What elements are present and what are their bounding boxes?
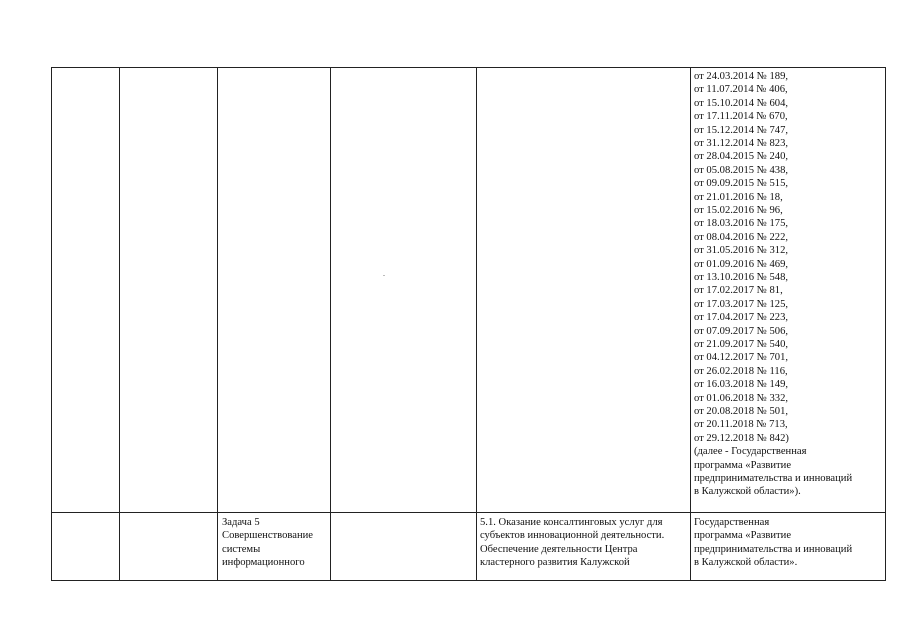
column-border bbox=[330, 67, 331, 581]
column-border bbox=[690, 67, 691, 581]
program-text-line: программа «Развитие bbox=[694, 530, 792, 542]
reference-line: от 26.02.2018 № 116, bbox=[694, 365, 788, 377]
task-text-line: информационного bbox=[222, 557, 305, 569]
reference-line: от 24.03.2014 № 189, bbox=[694, 71, 789, 82]
activity-text-line: кластерного развития Калужской bbox=[480, 557, 630, 569]
reference-line: (далее - Государственная bbox=[694, 446, 807, 458]
task-text-line: Совершенствование bbox=[222, 530, 313, 542]
activity-text-line: субъектов инновационной деятельности. bbox=[480, 530, 665, 542]
reference-line: от 31.05.2016 № 312, bbox=[694, 245, 789, 257]
reference-line: от 17.04.2017 № 223, bbox=[694, 312, 789, 324]
reference-line: от 20.11.2018 № 713, bbox=[694, 419, 788, 431]
reference-line: от 11.07.2014 № 406, bbox=[694, 84, 788, 96]
reference-line: от 04.12.2017 № 701, bbox=[694, 352, 789, 364]
scan-speck bbox=[383, 275, 385, 276]
reference-line: от 17.02.2017 № 81, bbox=[694, 285, 783, 297]
reference-line: от 16.03.2018 № 149, bbox=[694, 379, 789, 391]
column-border bbox=[119, 67, 120, 581]
task-text-line: Задача 5 bbox=[222, 517, 260, 528]
column-border bbox=[885, 67, 886, 581]
reference-line: от 18.03.2016 № 175, bbox=[694, 218, 789, 230]
reference-line: от 08.04.2016 № 222, bbox=[694, 231, 789, 243]
reference-line: от 01.09.2016 № 469, bbox=[694, 258, 789, 270]
activity-text-line: Обеспечение деятельности Центра bbox=[480, 543, 638, 555]
reference-line: от 13.10.2016 № 548, bbox=[694, 272, 789, 283]
reference-line: от 20.08.2018 № 501, bbox=[694, 406, 789, 417]
reference-line: от 17.03.2017 № 125, bbox=[694, 298, 789, 310]
reference-line: от 15.10.2014 № 604, bbox=[694, 97, 789, 109]
column-border bbox=[217, 67, 218, 581]
reference-line: от 09.09.2015 № 515, bbox=[694, 178, 789, 190]
reference-line: от 21.01.2016 № 18, bbox=[694, 191, 783, 203]
program-text-line: Государственная bbox=[694, 517, 770, 528]
reference-line: от 05.08.2015 № 438, bbox=[694, 164, 789, 176]
table-top-border bbox=[51, 67, 886, 68]
reference-line: от 29.12.2018 № 842) bbox=[694, 432, 789, 444]
activity-text-line: 5.1. Оказание консалтинговых услуг для bbox=[480, 517, 663, 528]
reference-line: от 31.12.2014 № 823, bbox=[694, 138, 789, 149]
program-text-line: в Калужской области». bbox=[694, 557, 798, 569]
task-text-line: системы bbox=[222, 543, 261, 555]
reference-line: от 15.02.2016 № 96, bbox=[694, 205, 783, 216]
reference-line: от 28.04.2015 № 240, bbox=[694, 151, 789, 163]
reference-line: программа «Развитие bbox=[694, 459, 792, 471]
reference-line: от 15.12.2014 № 747, bbox=[694, 124, 789, 136]
reference-line: от 17.11.2014 № 670, bbox=[694, 111, 788, 123]
reference-line: от 21.09.2017 № 540, bbox=[694, 339, 789, 350]
row-divider bbox=[51, 512, 886, 513]
reference-line: от 07.09.2017 № 506, bbox=[694, 325, 789, 337]
column-border bbox=[476, 67, 477, 581]
reference-line: в Калужской области»). bbox=[694, 486, 801, 498]
program-text-line: предпринимательства и инноваций bbox=[694, 543, 853, 555]
column-border bbox=[51, 67, 52, 581]
table-bottom-border bbox=[51, 580, 886, 581]
reference-line: от 01.06.2018 № 332, bbox=[694, 392, 789, 404]
reference-line: предпринимательства и инноваций bbox=[694, 473, 853, 484]
